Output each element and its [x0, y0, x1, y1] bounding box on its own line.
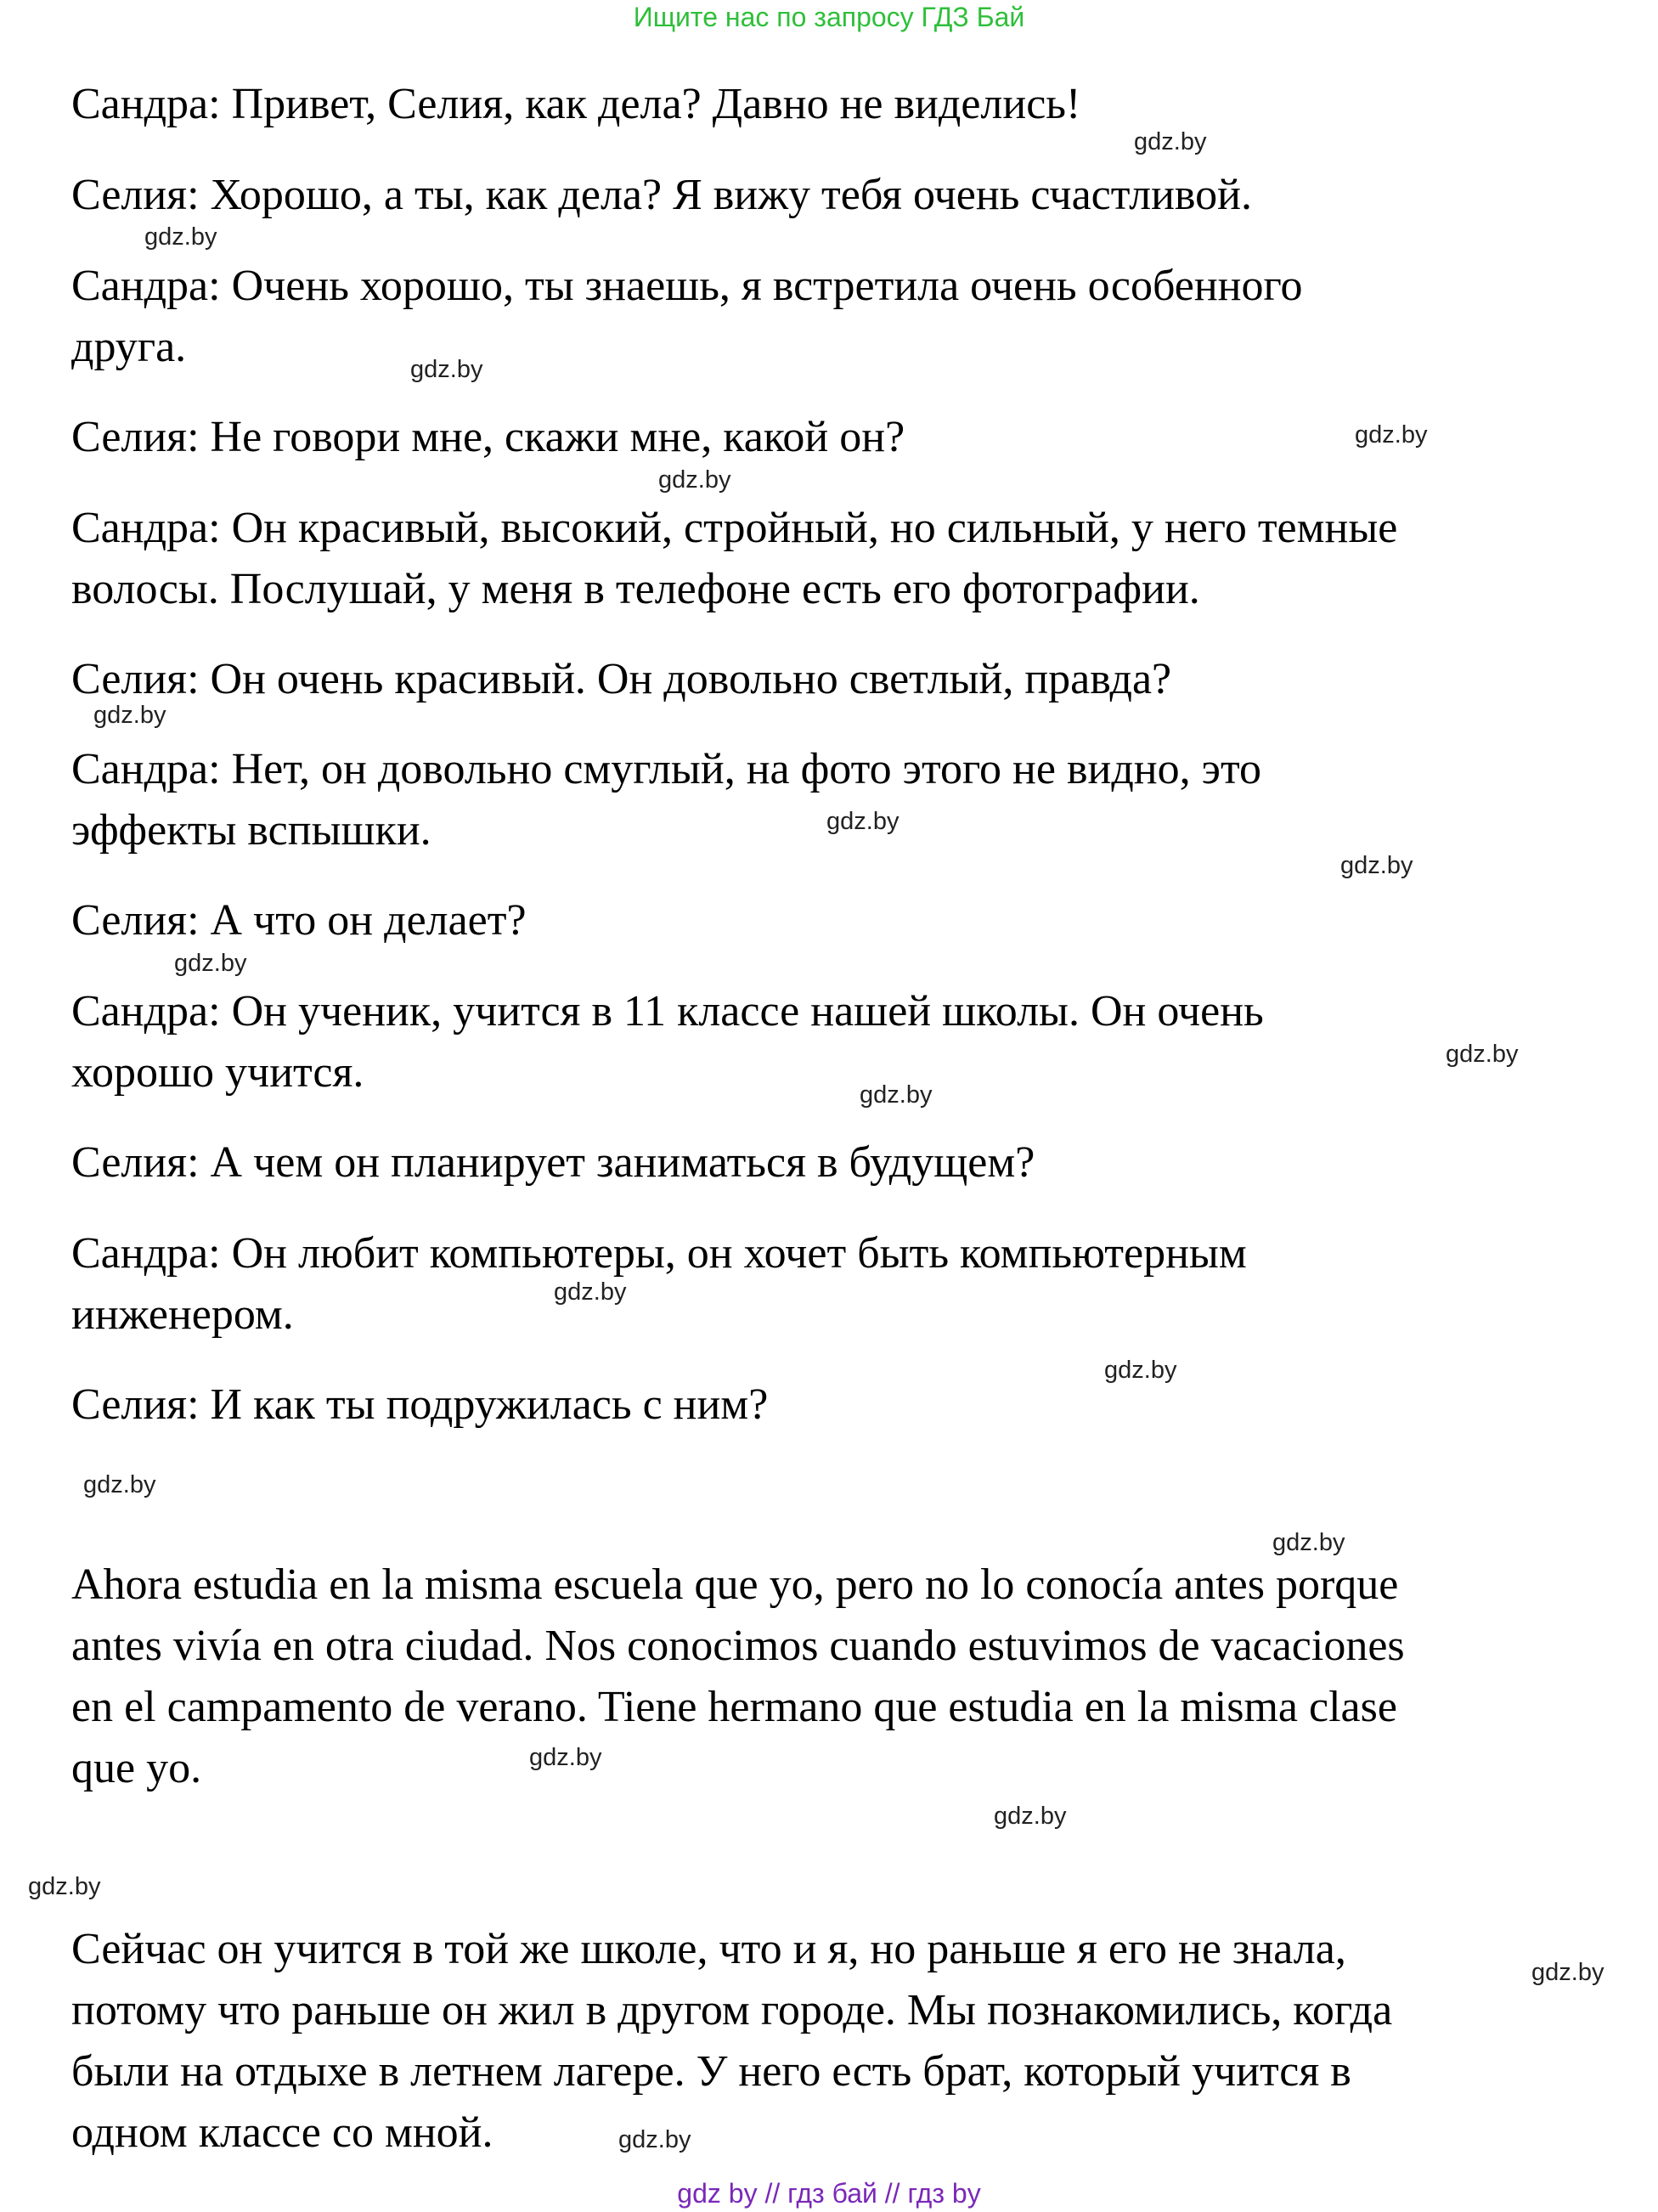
spanish-line: que yo. [71, 1744, 202, 1792]
dialogue-line: Селия: Он очень красивый. Он довольно светлый, правда? [71, 655, 1172, 703]
watermark: gdz.by [1531, 1959, 1604, 1986]
spanish-line: antes vivía en otra ciudad. Nos conocimos cuando estuvimos de vacaciones [71, 1622, 1405, 1670]
watermark: gdz.by [93, 702, 166, 729]
russian-line: были на отдыхе в летнем лагере. У него есть брат, который учится в [71, 2047, 1351, 2096]
watermark: gdz.by [144, 223, 217, 251]
watermark: gdz.by [618, 2126, 691, 2153]
spanish-line: en el campamento de verano. Tiene hermano que estudia en la misma clase [71, 1683, 1397, 1731]
watermark: gdz.by [83, 1471, 156, 1498]
dialogue-line: волосы. Послушай, у меня в телефоне есть его фотографии. [71, 565, 1200, 613]
watermark: gdz.by [1134, 128, 1207, 155]
dialogue-line: Сандра: Он красивый, высокий, стройный, но сильный, у него темные [71, 504, 1398, 552]
watermark: gdz.by [1272, 1529, 1345, 1556]
russian-line: потому что раньше он жил в другом городе. Мы познакомились, когда [71, 1986, 1393, 2034]
watermark: gdz.by [1446, 1041, 1519, 1068]
dialogue-line: хорошо учится. [71, 1048, 364, 1097]
watermark: gdz.by [658, 466, 731, 494]
watermark: gdz.by [174, 950, 247, 977]
dialogue-line: Сандра: Он любит компьютеры, он хочет быть компьютерным [71, 1229, 1247, 1278]
watermark: gdz.by [410, 356, 483, 383]
dialogue-line: инженером. [71, 1290, 294, 1339]
watermark: gdz.by [1340, 852, 1413, 879]
dialogue-line: Сандра: Он ученик, учится в 11 классе нашей школы. Он очень [71, 987, 1264, 1035]
dialogue-line: друга. [71, 323, 187, 371]
dialogue-line: Сандра: Нет, он довольно смуглый, на фото этого не видно, это [71, 745, 1261, 793]
top-banner: Ищите нас по запросу ГДЗ Бай [633, 2, 1025, 32]
dialogue-line: Сандра: Очень хорошо, ты знаешь, я встретила очень особенного [71, 262, 1303, 310]
watermark: gdz.by [860, 1081, 933, 1109]
dialogue-line: Селия: Хорошо, а ты, как дела? Я вижу тебя очень счастливой. [71, 171, 1252, 219]
watermark: gdz.by [994, 1803, 1067, 1830]
watermark: gdz.by [28, 1873, 101, 1900]
watermark: gdz.by [554, 1278, 627, 1306]
russian-line: Сейчас он учится в той же школе, что и я, но раньше я его не знала, [71, 1925, 1346, 1973]
dialogue-line: эффекты вспышки. [71, 806, 431, 855]
russian-line: одном классе со мной. [71, 2108, 493, 2157]
dialogue-line: Селия: А чем он планирует заниматься в будущем? [71, 1138, 1035, 1187]
dialogue-line: Селия: Не говори мне, скажи мне, какой он? [71, 413, 905, 461]
dialogue-line: Селия: А что он делает? [71, 896, 527, 945]
watermark: gdz.by [826, 808, 899, 835]
spanish-line: Ahora estudia en la misma escuela que yo, pero no lo conocía antes porque [71, 1560, 1399, 1609]
footer-links: gdz by // гдз бай // гдз by [677, 2178, 981, 2209]
watermark: gdz.by [1104, 1357, 1177, 1384]
watermark: gdz.by [529, 1744, 602, 1771]
watermark: gdz.by [1355, 421, 1428, 449]
dialogue-line: Сандра: Привет, Селия, как дела? Давно не виделись! [71, 80, 1081, 128]
dialogue-line: Селия: И как ты подружилась с ним? [71, 1380, 769, 1429]
